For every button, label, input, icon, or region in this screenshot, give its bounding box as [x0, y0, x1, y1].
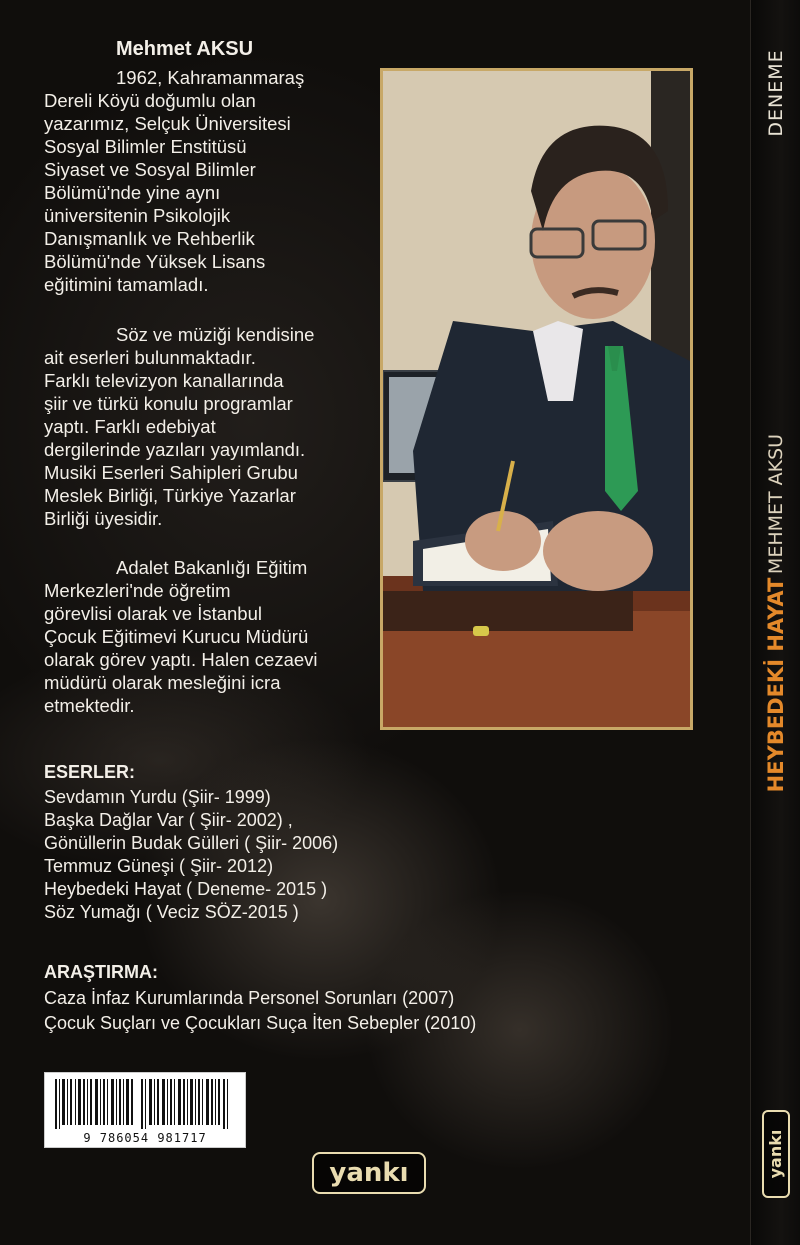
eserler-item: Gönüllerin Budak Gülleri ( Şiir- 2006)	[44, 833, 339, 853]
arastirma-item: Çocuk Suçları ve Çocukları Suça İten Sebepler (2010)	[44, 1013, 477, 1033]
publisher-logo: yankı	[312, 1152, 426, 1194]
bio-line: görevlisi olarak ve İstanbul	[44, 603, 262, 624]
bio-line: Danışmanlık ve Rehberlik	[44, 228, 255, 249]
arastirma-heading: ARAŞTIRMA:	[44, 962, 158, 982]
bio-line: üniversitenin Psikolojik	[44, 205, 231, 226]
eserler-item: Başka Dağlar Var ( Şiir- 2002) ,	[44, 810, 293, 830]
bio-line: Dereli Köyü doğumlu olan	[44, 90, 256, 111]
bio-line: Musiki Eserleri Sahipleri Grubu	[44, 462, 298, 483]
bio-line: 1962, Kahramanmaraş	[116, 67, 305, 88]
bio-line: Sosyal Bilimler Enstitüsü	[44, 136, 247, 157]
bio-line: Bölümü'nde Yüksek Lisans	[44, 251, 266, 272]
bio-line: müdürü olarak mesleğini icra	[44, 672, 281, 693]
author-photo-illustration	[383, 71, 690, 727]
bio-line: Birliği üyesidir.	[44, 508, 163, 529]
spine-publisher-logo: yankı	[762, 1110, 790, 1198]
eserler-item: Sevdamın Yurdu (Şiir- 1999)	[44, 787, 271, 807]
bio-line: Siyaset ve Sosyal Bilimler	[44, 159, 256, 180]
isbn-barcode	[44, 1072, 246, 1148]
spine-title: HEYBEDEKİ HAYAT	[764, 577, 788, 793]
bio-line: Çocuk Eğitimevi Kurucu Müdürü	[44, 626, 309, 647]
arastirma-item: Caza İnfaz Kurumlarında Personel Sorunları (2007)	[44, 988, 455, 1008]
bio-line: yazarımız, Selçuk Üniversitesi	[44, 113, 291, 134]
spine-genre: DENEME	[765, 49, 787, 137]
book-spine	[750, 0, 800, 1245]
bio-line: Adalet Bakanlığı Eğitim	[116, 557, 308, 578]
bio-line: şiir ve türkü konulu programlar	[44, 393, 293, 414]
bio-line: Merkezleri'nde öğretim	[44, 580, 231, 601]
bio-line: etmektedir.	[44, 695, 135, 716]
bio-line: dergilerinde yazıları yayımlandı.	[44, 439, 306, 460]
eserler-item: Söz Yumağı ( Veciz SÖZ-2015 )	[44, 902, 299, 922]
eserler-heading: ESERLER:	[44, 762, 136, 782]
eserler-item: Heybedeki Hayat ( Deneme- 2015 )	[44, 879, 328, 899]
bio-line: yaptı. Farklı edebiyat	[44, 416, 216, 437]
isbn-number: 9 786054 981717	[83, 1131, 207, 1145]
author-photo	[380, 68, 693, 730]
bio-line: ait eserleri bulunmaktadır.	[44, 347, 256, 368]
bio-line: Farklı televizyon kanallarında	[44, 370, 284, 391]
bio-line: Bölümü'nde yine aynı	[44, 182, 221, 203]
eserler-item: Temmuz Güneşi ( Şiir- 2012)	[44, 856, 274, 876]
barcode-bars	[45, 1073, 245, 1129]
bio-line: Meslek Birliği, Türkiye Yazarlar	[44, 485, 296, 506]
spine-author: MEHMET AKSU	[765, 433, 787, 575]
bio-line: Söz ve müziği kendisine	[116, 324, 315, 345]
bio-line: eğitimini tamamladı.	[44, 274, 209, 295]
bio-line: olarak görev yaptı. Halen cezaevi	[44, 649, 318, 670]
author-name: Mehmet AKSU	[116, 38, 254, 60]
